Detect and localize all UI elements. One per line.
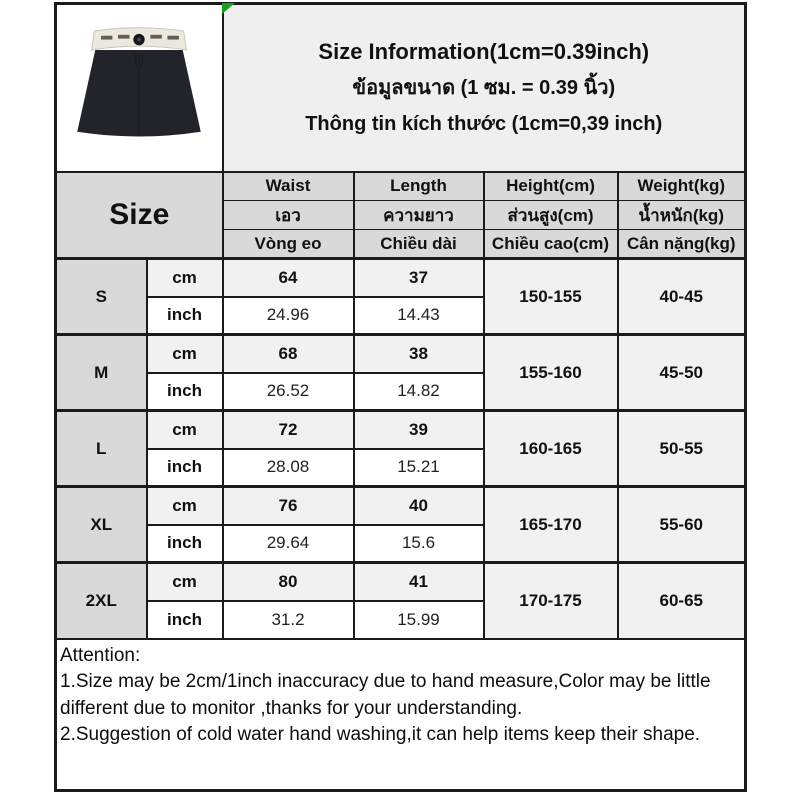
l-length-cm: 39 <box>354 411 484 449</box>
row-xl-cm <box>56 487 746 525</box>
2xl-length-cm: 41 <box>354 563 484 601</box>
unit-label-cm: cm <box>147 259 223 297</box>
m-weight-range: 45-50 <box>618 335 746 411</box>
unit-label-inch: inch <box>147 601 223 639</box>
col-header-weight-th: น้ำหนัก(kg) <box>618 201 746 230</box>
2xl-waist-inch: 31.2 <box>223 601 354 639</box>
unit-label-inch: inch <box>147 297 223 335</box>
s-length-inch: 14.43 <box>354 297 484 335</box>
s-weight-range: 40-45 <box>618 259 746 335</box>
size-label-s: S <box>56 259 147 335</box>
attention-note-2: 2.Suggestion of cold water hand washing,it can help items keep their shape. <box>60 724 701 745</box>
size-table <box>54 2 747 792</box>
xl-waist-inch: 29.64 <box>223 525 354 563</box>
product-image-cell <box>56 4 223 172</box>
header-banner-row <box>56 4 746 172</box>
unit-label-cm: cm <box>147 335 223 373</box>
s-height-range: 150-155 <box>484 259 618 335</box>
row-s-cm <box>56 259 746 297</box>
m-length-cm: 38 <box>354 335 484 373</box>
m-height-range: 155-160 <box>484 335 618 411</box>
xl-height-range: 165-170 <box>484 487 618 563</box>
xl-weight-range: 55-60 <box>618 487 746 563</box>
s-length-cm: 37 <box>354 259 484 297</box>
xl-length-inch: 15.6 <box>354 525 484 563</box>
2xl-waist-cm: 80 <box>223 563 354 601</box>
header-row-en <box>56 172 746 201</box>
black-skirt-image <box>63 12 215 164</box>
size-label-m: M <box>56 335 147 411</box>
unit-label-cm: cm <box>147 487 223 525</box>
unit-label-inch: inch <box>147 373 223 411</box>
col-header-weight-en: Weight(kg) <box>618 172 746 201</box>
row-2xl-cm <box>56 563 746 601</box>
size-label-xl: XL <box>56 487 147 563</box>
2xl-weight-range: 60-65 <box>618 563 746 639</box>
row-l-cm <box>56 411 746 449</box>
product-photo <box>57 5 222 171</box>
size-label-l: L <box>56 411 147 487</box>
col-header-length-th: ความยาว <box>354 201 484 230</box>
col-header-weight-vi: Cân nặng(kg) <box>618 230 746 259</box>
attention-heading: Attention: <box>60 644 141 666</box>
2xl-height-range: 170-175 <box>484 563 618 639</box>
col-header-waist-en: Waist <box>223 172 354 201</box>
l-length-inch: 15.21 <box>354 449 484 487</box>
col-header-waist-vi: Vòng eo <box>223 230 354 259</box>
xl-length-cm: 40 <box>354 487 484 525</box>
2xl-length-inch: 15.99 <box>354 601 484 639</box>
m-length-inch: 14.82 <box>354 373 484 411</box>
col-header-waist-th: เอว <box>223 201 354 230</box>
l-waist-inch: 28.08 <box>223 449 354 487</box>
unit-label-cm: cm <box>147 411 223 449</box>
attention-note-1: 1.Size may be 2cm/1inch inaccuracy due to hand measure,Color may be little different due to monitor ,thanks for your understanding. <box>60 671 711 719</box>
col-header-length-en: Length <box>354 172 484 201</box>
title-english: Size Information(1cm=0.39inch) <box>318 38 650 64</box>
l-weight-range: 50-55 <box>618 411 746 487</box>
size-header-cell: Size <box>56 172 223 259</box>
title-thai: ข้อมูลขนาด (1 ซม. = 0.39 นิ้ว) <box>352 76 616 99</box>
title-cell <box>223 4 746 172</box>
title-vietnamese: Thông tin kích thước (1cm=0,39 inch) <box>305 112 663 135</box>
l-waist-cm: 72 <box>223 411 354 449</box>
unit-label-inch: inch <box>147 525 223 563</box>
col-header-height-th: ส่วนสูง(cm) <box>484 201 618 230</box>
l-height-range: 160-165 <box>484 411 618 487</box>
unit-label-cm: cm <box>147 563 223 601</box>
s-waist-inch: 24.96 <box>223 297 354 335</box>
unit-label-inch: inch <box>147 449 223 487</box>
m-waist-inch: 26.52 <box>223 373 354 411</box>
m-waist-cm: 68 <box>223 335 354 373</box>
attention-cell <box>56 639 746 791</box>
col-header-length-vi: Chiều dài <box>354 230 484 259</box>
attention-row <box>56 639 746 791</box>
s-waist-cm: 64 <box>223 259 354 297</box>
xl-waist-cm: 76 <box>223 487 354 525</box>
size-label-2xl: 2XL <box>56 563 147 639</box>
col-header-height-en: Height(cm) <box>484 172 618 201</box>
col-header-height-vi: Chiều cao(cm) <box>484 230 618 259</box>
row-m-cm <box>56 335 746 373</box>
